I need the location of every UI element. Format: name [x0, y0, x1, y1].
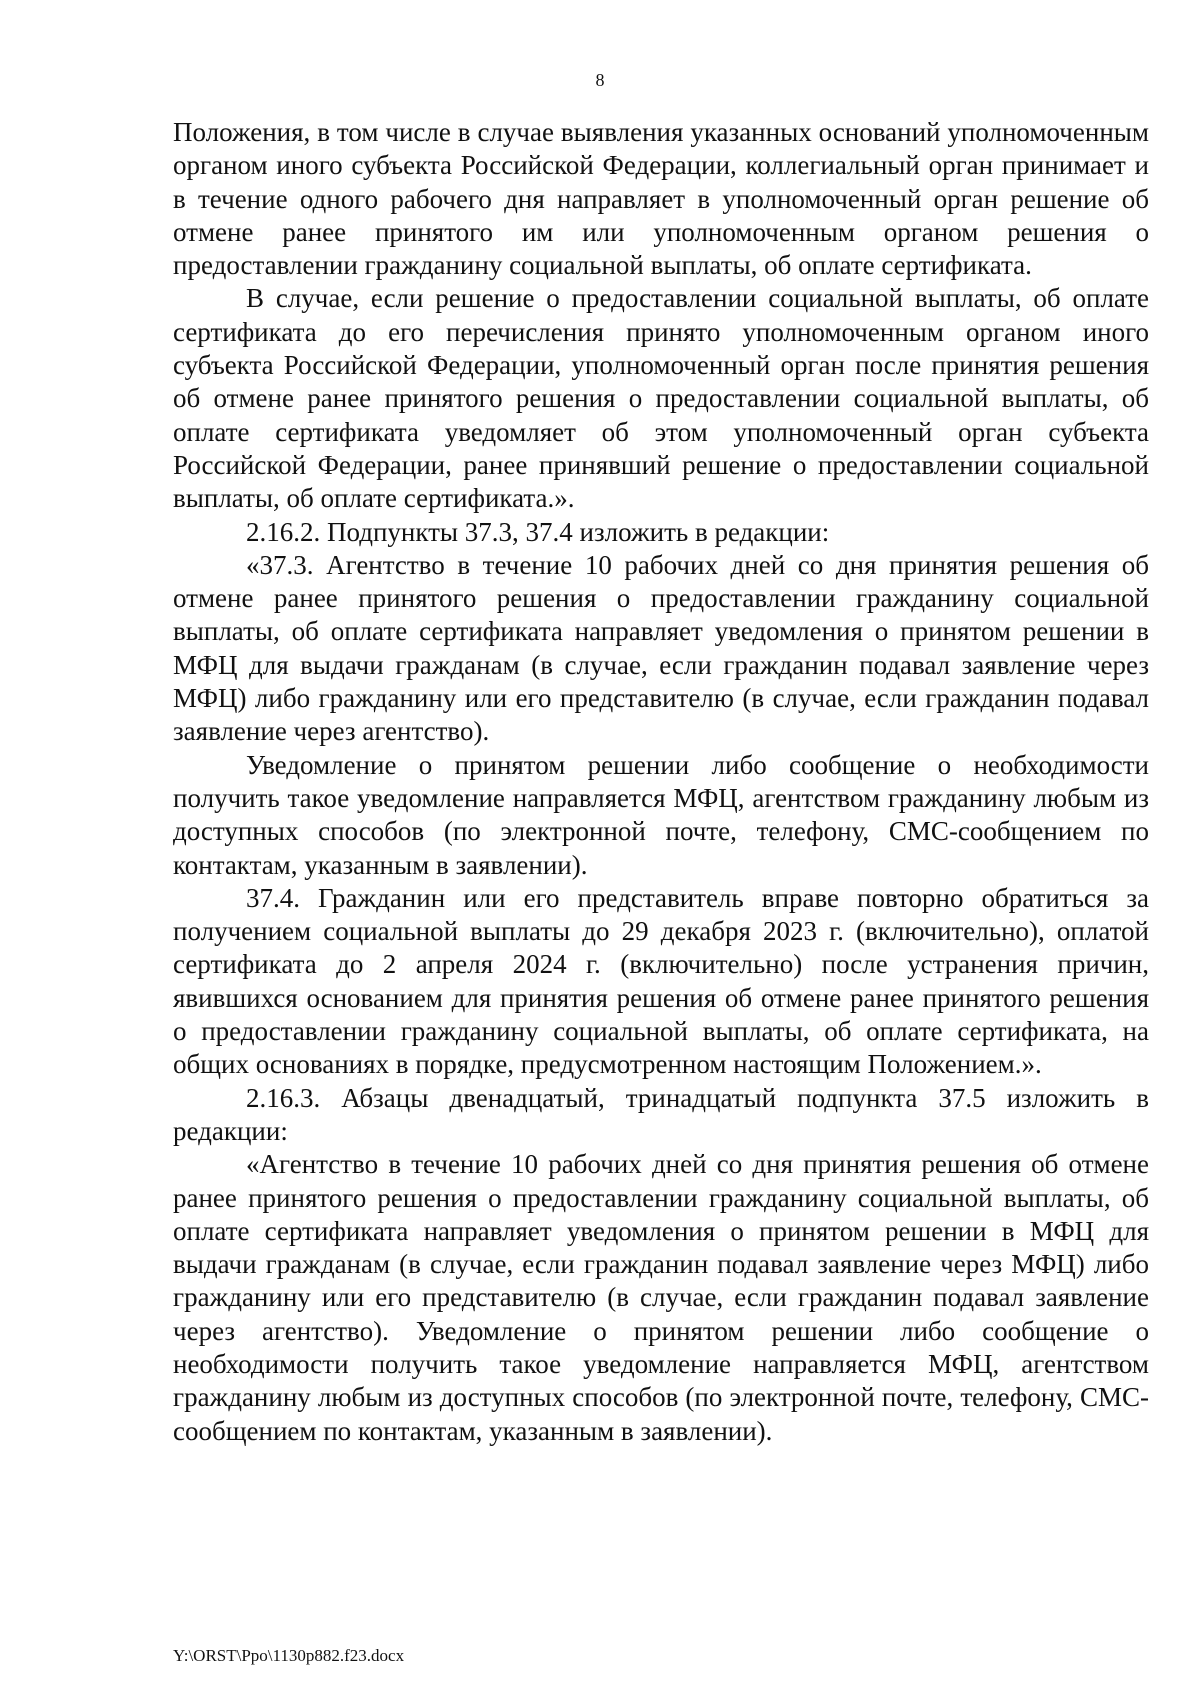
paragraph-3: 2.16.2. Подпункты 37.3, 37.4 изложить в редакции:	[246, 516, 830, 547]
paragraph-4: «37.3. Агентство в течение 10 рабочих дней со дня принятия решения об отмене ранее принятого решения о предоставлении гражданину социальной выплаты, об оплате сертификата направляет уведомления о принятом решении в МФЦ для выдачи гражданам (в случае, если гражданин подавал заявление через МФЦ) либо гражданину или его представителю (в случае, если гражданин подавал заявление через агентство).	[173, 549, 1149, 747]
footer-file-path: Y:\ORST\Ppo\1130p882.f23.docx	[173, 1646, 405, 1665]
paragraph-6: 37.4. Гражданин или его представитель вправе повторно обратиться за получением социальной выплаты до 29 декабря 2023 г. (включительно), оплатой сертификата до 2 апреля 2024 г. (включительно) после устранения причин, явившихся основанием для принятия решения об отмене ранее принятого решения о предоставлении гражданину социальной выплаты, об оплате сертификата, на общих основаниях в порядке, предусмотренном настоящим Положением.».	[173, 882, 1149, 1080]
paragraph-5: Уведомление о принятом решении либо сообщение о необходимости получить такое уведомление направляется МФЦ, агентством гражданину любым из доступных способов (по электронной почте, телефону, СМС-сообщением по контактам, указанным в заявлении).	[173, 749, 1149, 880]
page-number: 8	[595, 70, 605, 90]
paragraph-1: Положения, в том числе в случае выявления указанных оснований уполномоченным органом иного субъекта Российской Федерации, коллегиальный орган принимает и в течение одного рабочего дня направляет в уполномоченный орган решение об отмене ранее принятого им или уполномоченным органом решения о предоставлении гражданину социальной выплаты, об оплате сертификата.	[173, 117, 1149, 281]
document-body	[173, 116, 1149, 1448]
paragraph-2: В случае, если решение о предоставлении социальной выплаты, об оплате сертификата до его перечисления принято уполномоченным органом иного субъекта Российской Федерации, уполномоченный орган после принятия решения об отмене ранее принятого решения о предоставлении социальной выплаты, об оплате сертификата уведомляет об этом уполномоченный орган субъекта Российской Федерации, ранее принявший решение о предоставлении социальной выплаты, об оплате сертификата.».	[173, 283, 1149, 514]
paragraph-7: 2.16.3. Абзацы двенадцатый, тринадцатый подпункта 37.5 изложить в редакции:	[173, 1082, 1149, 1146]
paragraph-8: «Агентство в течение 10 рабочих дней со дня принятия решения об отмене ранее принятого решения о предоставлении гражданину социальной выплаты, об оплате сертификата направляет уведомления о принятом решении в МФЦ для выдачи гражданам (в случае, если гражданин подавал заявление через МФЦ) либо гражданину или его представителю (в случае, если гражданин подавал заявление через агентство). Уведомление о принятом решении либо сообщение о необходимости получить такое уведомление направляется МФЦ, агентством гражданину любым из доступных способов (по электронной почте, телефону, СМС-сообщением по контактам, указанным в заявлении).	[173, 1149, 1149, 1446]
